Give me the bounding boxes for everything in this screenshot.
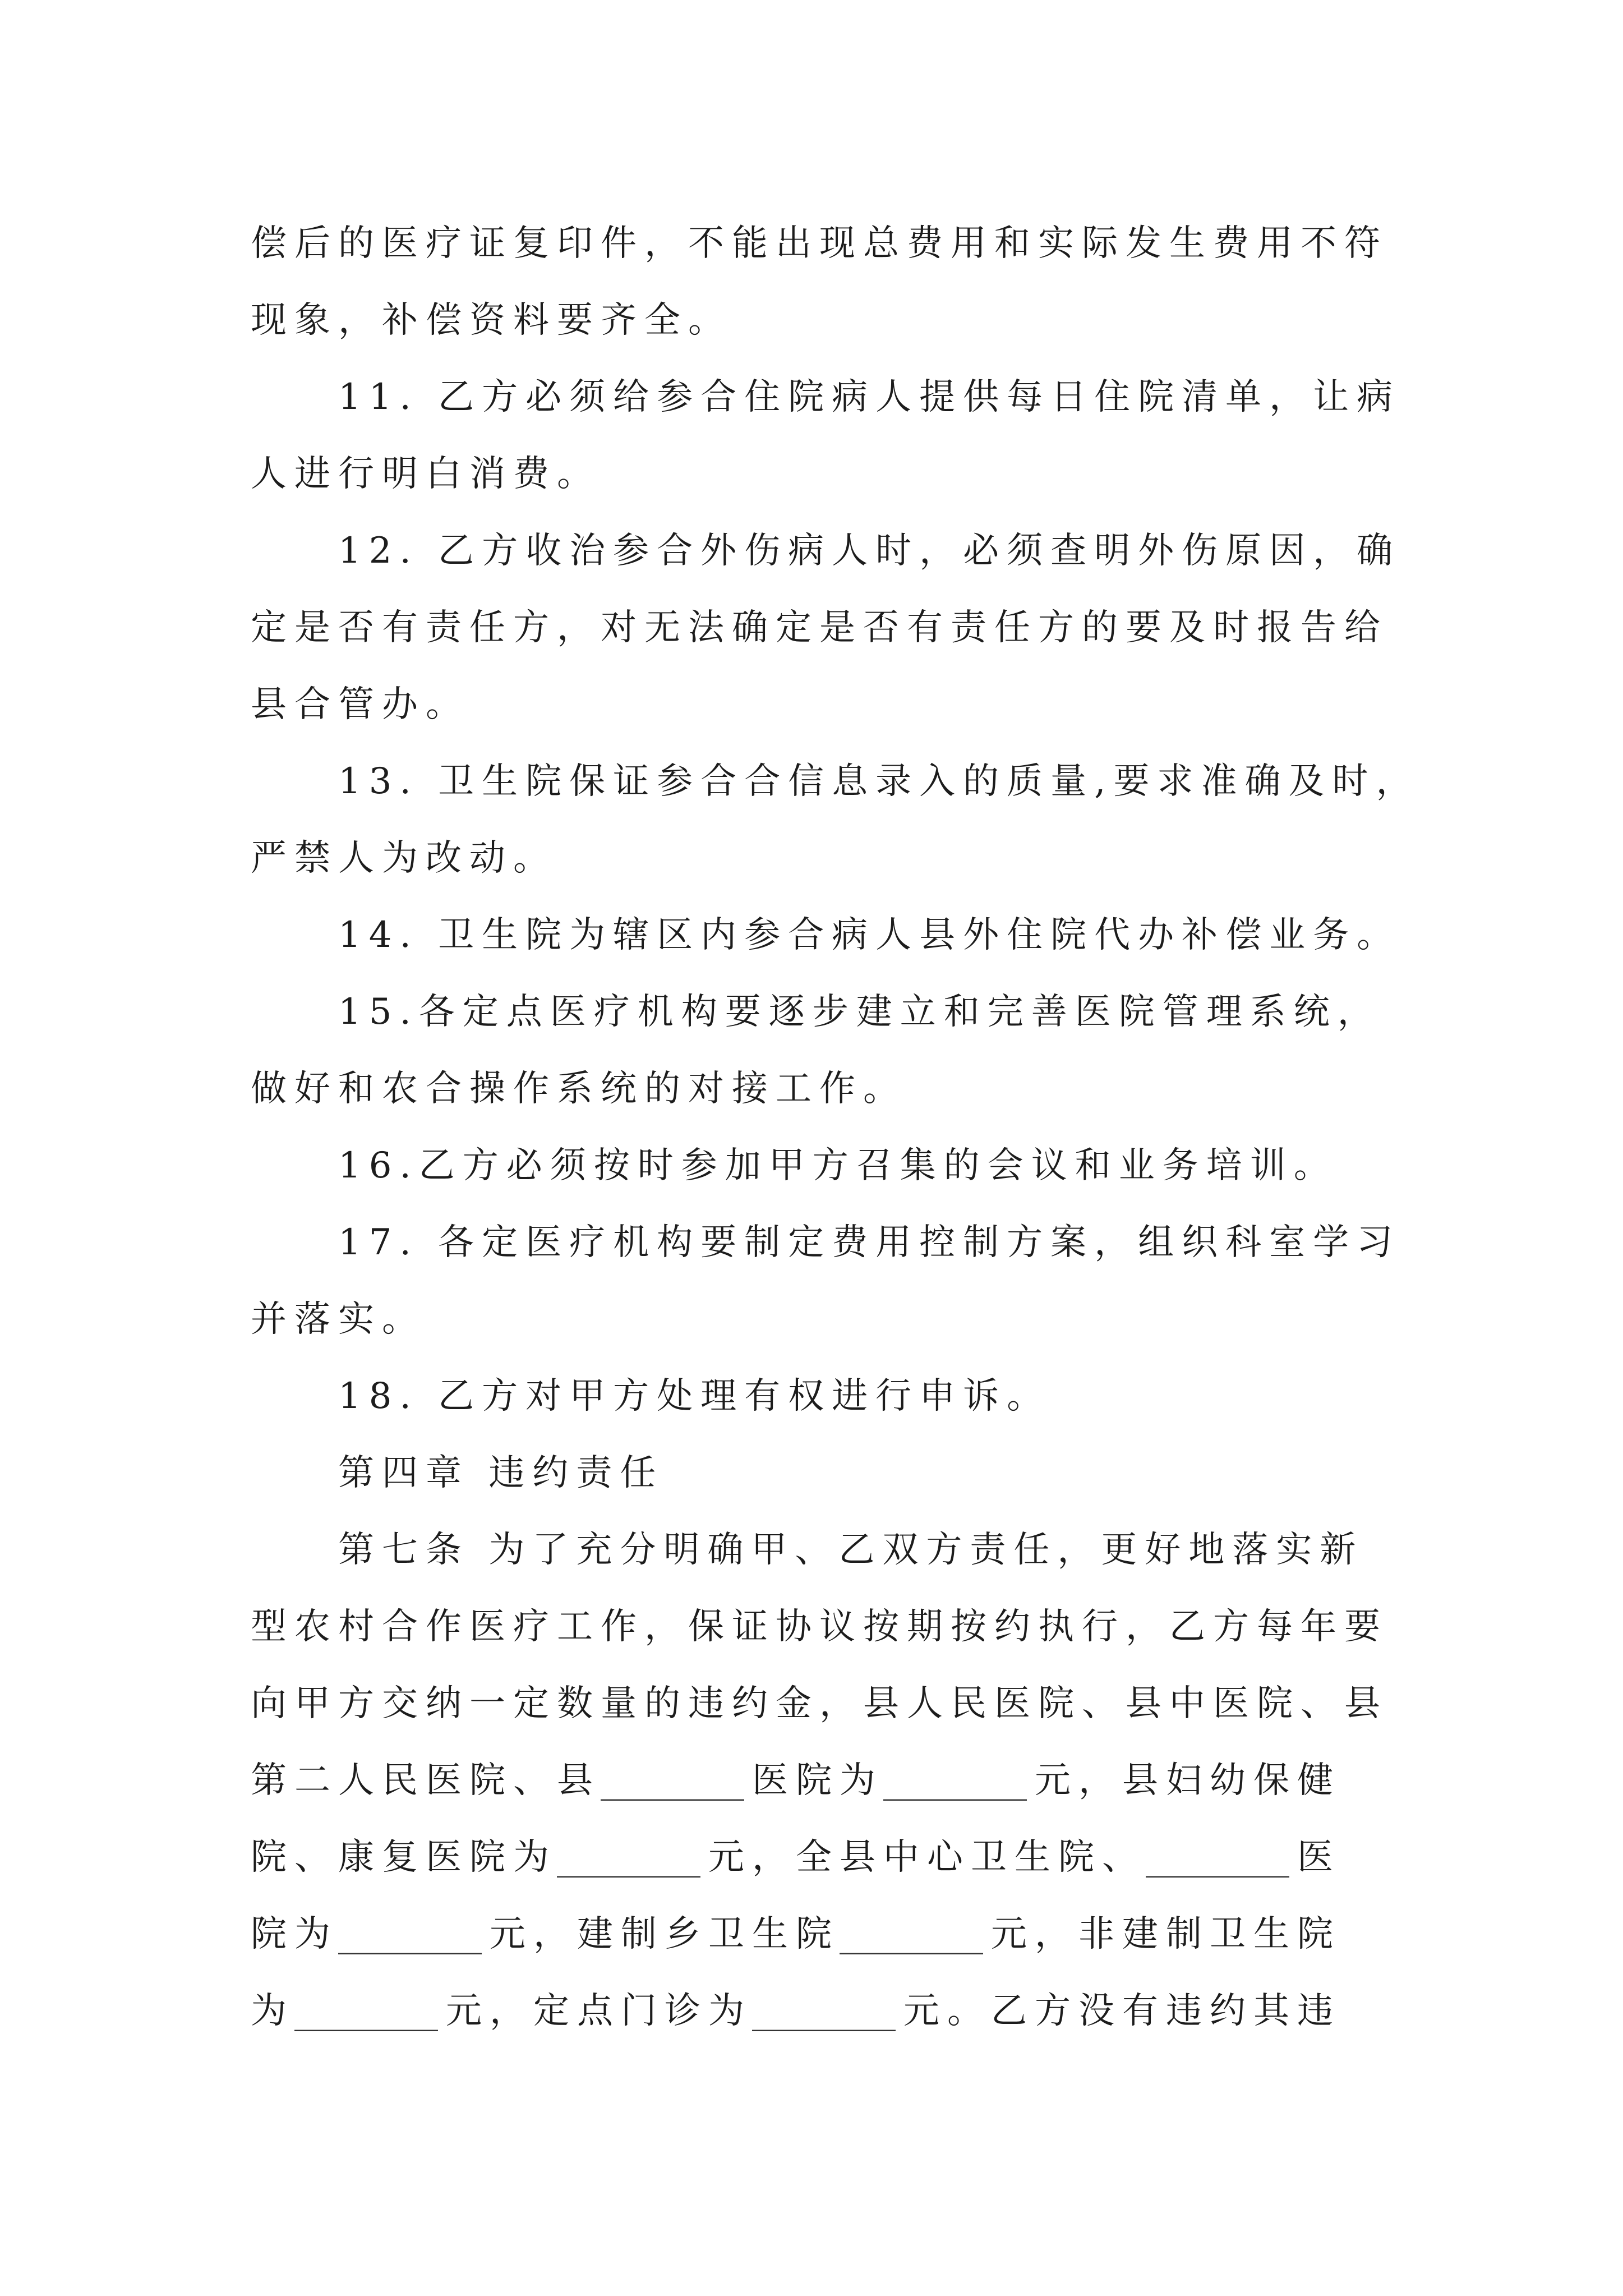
clause-13-line: 13. 卫生院保证参合合信息录入的质量,要求准确及时， [338,761,1420,802]
clause-11-line: 11. 乙方必须给参合住院病人提供每日住院清单，让病 [338,376,1401,418]
chapter-heading: 第四章 违约责任 [338,1452,664,1494]
paragraph-line: 县合管办。 [251,684,469,725]
clause-12-line: 12. 乙方收治参合外伤病人时，必须查明外伤原因，确 [338,530,1401,572]
clause-14-line: 14. 卫生院为辖区内参合病人县外住院代办补偿业务。 [338,914,1401,956]
paragraph-line: 现象，补偿资料要齐全。 [251,300,732,341]
clause-17-line: 17. 各定医疗机构要制定费用控制方案，组织科室学习 [338,1222,1401,1263]
fill-in-blank: ________ [294,1990,438,2032]
paragraph-line: 人进行明白消费。 [251,453,601,495]
fill-in-blank: ________ [338,1913,482,1955]
paragraph-line: 型农村合作医疗工作，保证协议按期按约执行，乙方每年要 [251,1606,1388,1648]
body-text [251,205,1484,2050]
paragraph-line: 院、康复医院为________ 元，全县中心卫生院、________ 医 [251,1837,1341,1878]
clause-16-line: 16.乙方必须按时参加甲方召集的会议和业务培训。 [338,1145,1338,1186]
paragraph-line: 偿后的医疗证复印件，不能出现总费用和实际发生费用不符 [251,223,1388,264]
paragraph-line: 向甲方交纳一定数量的违约金，县人民医院、县中医院、县 [251,1683,1388,1724]
fill-in-blank: ________ [752,1990,896,2032]
fill-in-blank: ________ [601,1760,744,1801]
paragraph-line: 第二人民医院、县________ 医院为________ 元，县妇幼保健 [251,1760,1341,1801]
fill-in-blank: ________ [1146,1837,1289,1878]
paragraph-line: 为________ 元，定点门诊为________ 元。乙方没有违约其违 [251,1990,1341,2032]
clause-15-line: 15.各定点医疗机构要逐步建立和完善医院管理系统， [338,991,1381,1033]
clause-18-line: 18. 乙方对甲方处理有权进行申诉。 [338,1375,1051,1417]
fill-in-blank: ________ [557,1837,700,1878]
paragraph-line: 并落实。 [251,1299,426,1340]
paragraph-line: 严禁人为改动。 [251,838,557,879]
paragraph-line: 做好和农合操作系统的对接工作。 [251,1068,907,1110]
article-7-line: 第七条 为了充分明确甲、乙双方责任，更好地落实新 [338,1529,1364,1571]
paragraph-line: 定是否有责任方，对无法确定是否有责任方的要及时报告给 [251,607,1388,648]
fill-in-blank: ________ [883,1760,1027,1801]
fill-in-blank: ________ [840,1913,983,1955]
paragraph-line: 院为________ 元，建制乡卫生院________ 元，非建制卫生院 [251,1913,1341,1955]
